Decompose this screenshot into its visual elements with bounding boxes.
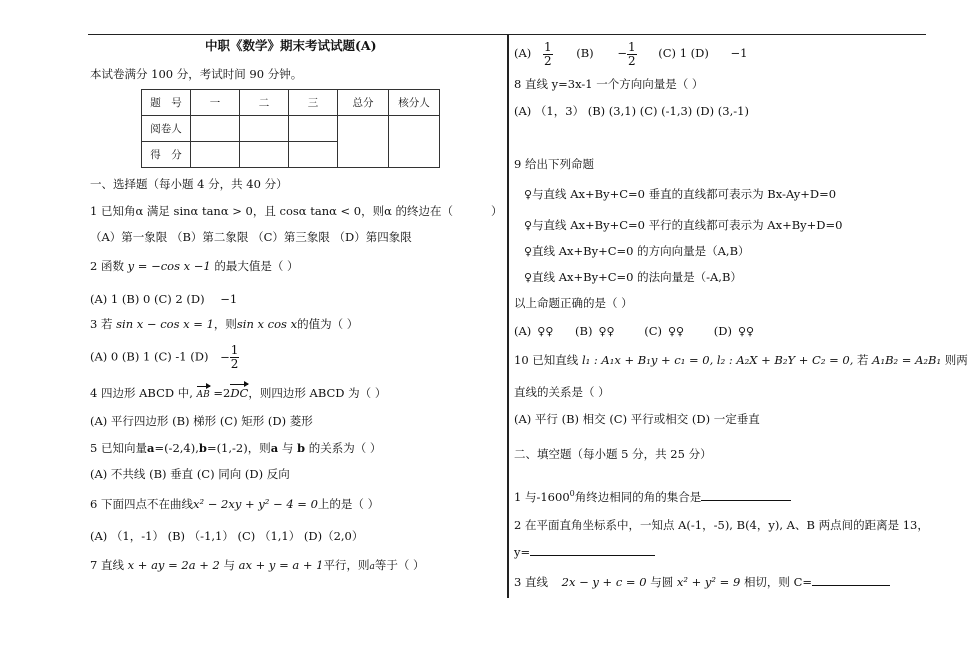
bullet-icon: ♀♀ bbox=[598, 325, 615, 338]
question-2: 2 函数 y = −cos x −1 的最大值是（ ） bbox=[90, 259, 299, 273]
exam-title: 中职《数学》期末考试试题(A) bbox=[205, 38, 377, 53]
answer-blank[interactable] bbox=[812, 575, 890, 586]
fill-question-1: 1 与-1600$^0$角终边相同的角的集合是 bbox=[514, 486, 791, 505]
score-table-row bbox=[142, 116, 440, 142]
question-9: 9 给出下列命题 bbox=[514, 157, 594, 171]
bullet-icon: ♀ bbox=[524, 188, 533, 201]
question-8-options: (A) （1，3） (B) (3,1) (C) (-1,3) (D) (3,-1) bbox=[514, 104, 749, 118]
score-cell bbox=[191, 142, 240, 168]
fill-question-3: 3 直线 2x − y + c = 0 与圆 x² + y² = 9 相切，则 C= bbox=[514, 574, 890, 590]
answer-blank[interactable] bbox=[530, 545, 655, 556]
section1-heading: 一、选择题（每小题 4 分，共 40 分） bbox=[90, 177, 288, 191]
section2-heading: 二、填空题（每小题 5 分，共 25 分） bbox=[514, 447, 712, 461]
proposition-1: ♀与直线 Ax+By+C=0 垂直的直线都可表示为 Bx-Ay+D=0 bbox=[524, 187, 837, 201]
score-cell bbox=[240, 142, 289, 168]
score-header-cell: 一 bbox=[191, 90, 240, 116]
bullet-icon: ♀♀ bbox=[537, 325, 554, 338]
question-9-options: (A) ♀♀ (B) ♀♀ (C) ♀♀ (D) ♀♀ bbox=[514, 324, 755, 338]
column-divider bbox=[507, 34, 509, 598]
question-5-options: (A) 不共线 (B) 垂直 (C) 同向 (D) 反向 bbox=[90, 467, 290, 481]
question-8: 8 直线 y=3x-1 一个方向向量是（ ） bbox=[514, 77, 704, 91]
answer-blank[interactable] bbox=[701, 490, 791, 501]
score-cell bbox=[191, 116, 240, 142]
score-cell bbox=[240, 116, 289, 142]
bullet-icon: ♀ bbox=[524, 219, 533, 232]
fraction: $\frac{1}{2}$ bbox=[543, 39, 552, 68]
proposition-4: ♀直线 Ax+By+C=0 的法向量是（-A,B） bbox=[524, 270, 742, 284]
proposition-2: ♀与直线 Ax+By+C=0 平行的直线都可表示为 Ax+By+D=0 bbox=[524, 218, 843, 232]
score-header-cell: 三 bbox=[289, 90, 338, 116]
fill-question-2: 2 在平面直角坐标系中，一知点 A(-1，-5), B(4，y), A、B 两点间的距离是 13， bbox=[514, 518, 929, 532]
score-cell bbox=[289, 142, 338, 168]
score-cell bbox=[289, 116, 338, 142]
score-table bbox=[141, 89, 440, 168]
question-1-options: （A）第一象限 （B）第二象限 （C）第三象限 （D）第四象限 bbox=[90, 230, 412, 244]
question-7-options: (A) $\frac{1}{2}$ (B) − $\frac{1}{2}$ (C) 1 (D) −1 bbox=[514, 39, 748, 68]
question-6: 6 下面四点不在曲线x² − 2xy + y² − 4 = 0上的是（ ） bbox=[90, 497, 380, 511]
question-3-options: (A) 0 (B) 1 (C) -1 (D) − $\frac{1}{2}$ bbox=[90, 343, 239, 371]
fill-question-2-continued: y= bbox=[514, 544, 655, 560]
exam-intro: 本试卷满分 100 分，考试时间 90 分钟。 bbox=[90, 67, 303, 81]
question-3: 3 若 sin x − cos x = 1，则sin x cos x的值为（ ） bbox=[90, 317, 359, 331]
question-4: 4 四边形 ABCD 中, AB =2DC，则四边形 ABCD 为（ ） bbox=[90, 385, 386, 403]
score-header-cell: 核分人 bbox=[389, 90, 440, 116]
vector-dc: DC bbox=[230, 386, 249, 400]
score-row-label: 得 分 bbox=[142, 142, 191, 168]
fraction: $\frac{1}{2}$ bbox=[230, 343, 239, 371]
question-2-options: (A) 1 (B) 0 (C) 2 (D) −1 bbox=[90, 292, 238, 306]
score-table-header-row bbox=[142, 90, 440, 116]
question-7: 7 直线 x + ay = 2a + 2 与 ax + y = a + 1平行，则a等于（ ） bbox=[90, 558, 425, 572]
bullet-icon: ♀ bbox=[524, 245, 533, 258]
proposition-3: ♀直线 Ax+By+C=0 的方向向量是（A,B） bbox=[524, 244, 750, 258]
fraction: $\frac{1}{2}$ bbox=[627, 39, 636, 68]
bullet-icon: ♀♀ bbox=[737, 325, 755, 338]
question-6-options: (A) （1，-1） (B) （-1,1） (C) （1,1） (D)（2,0） bbox=[90, 529, 364, 543]
question-10-options: (A) 平行 (B) 相交 (C) 平行或相交 (D) 一定垂直 bbox=[514, 412, 760, 426]
question-5: 5 已知向量a=(-2,4),b=(1,-2)，则a 与 b 的关系为（ ） bbox=[90, 441, 382, 455]
score-checker-cell bbox=[389, 116, 440, 168]
question-4-options: (A) 平行四边形 (B) 梯形 (C) 矩形 (D) 菱形 bbox=[90, 414, 313, 428]
score-row-label: 阅卷人 bbox=[142, 116, 191, 142]
bullet-icon: ♀ bbox=[524, 271, 533, 284]
question-9-ask: 以上命题正确的是（ ） bbox=[514, 296, 633, 310]
question-10: 10 已知直线 l₁ : A₁x + B₁y + c₁ = 0, l₂ : A₂X + B₂Y + C₂ = 0, 若 A₁B₂ = A₂B₁ 则两 bbox=[514, 353, 968, 367]
bullet-icon: ♀♀ bbox=[668, 325, 685, 338]
score-header-cell: 总分 bbox=[338, 90, 389, 116]
score-total-cell bbox=[338, 116, 389, 168]
score-header-cell: 题 号 bbox=[142, 90, 191, 116]
question-10-continued: 直线的关系是（ ） bbox=[514, 385, 610, 399]
question-1: 1 已知角α 满足 sinα tanα > 0，且 cosα tanα < 0，则α 的终边在（ ） bbox=[90, 204, 503, 218]
score-header-cell: 二 bbox=[240, 90, 289, 116]
vector-ab: AB bbox=[197, 387, 210, 403]
